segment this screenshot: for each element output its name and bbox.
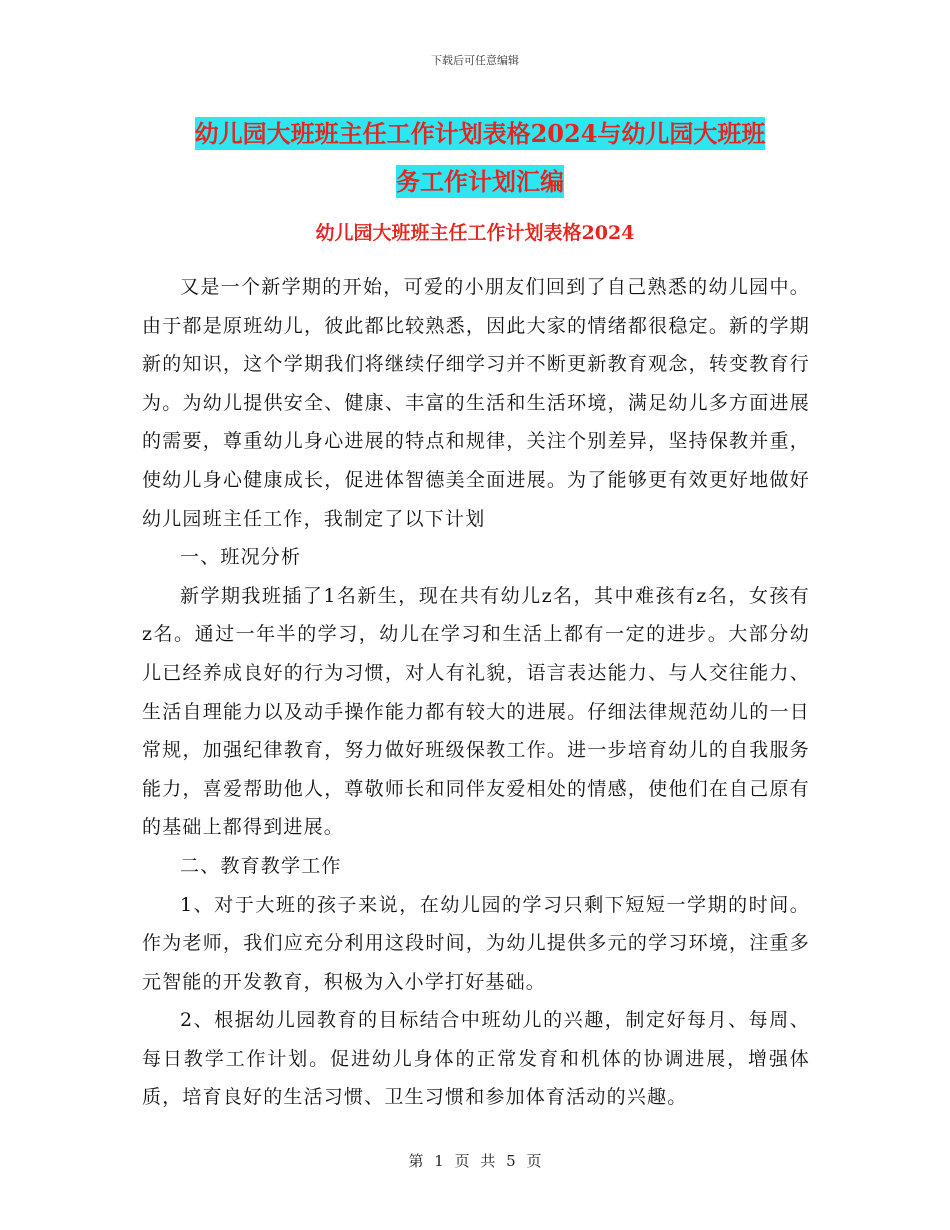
- title-line-1: 幼儿园大班班主任工作计划表格2024与幼儿园大班班: [194, 119, 766, 148]
- page-number: 第 1 页 共 5 页: [408, 1152, 542, 1170]
- section-heading-class-analysis: 一、班况分析: [180, 546, 302, 569]
- document-body: [142, 268, 810, 1117]
- section-heading-teaching-work: 二、教育教学工作: [180, 854, 342, 877]
- teaching-item-1: 1、对于大班的孩子来说，在幼儿园的学习只剩下短短一学期的时间。作为老师，我们应充分利用这段时间，为幼儿提供多元的学习环境，注重多元智能的开发教育，积极为入小学打好基础。: [142, 893, 810, 993]
- section-title: 幼儿园大班班主任工作计划表格2024: [315, 222, 635, 244]
- teaching-item-2: 2、根据幼儿园教育的目标结合中班幼儿的兴趣，制定好每月、每周、每日教学工作计划。促进幼儿身体的正常发育和机体的协调进展，增强体质，培育良好的生活习惯、卫生习惯和参加体育活动的兴趣。: [142, 1009, 810, 1109]
- title-line-2: 务工作计划汇编: [396, 167, 564, 196]
- class-analysis-paragraph: 新学期我班插了1名新生，现在共有幼儿z名，其中难孩有z名，女孩有z名。通过一年半的学习，幼儿在学习和生活上都有一定的进步。大部分幼儿已经养成良好的行为习惯，对人有礼貌，语言表达能力、与人交往能力、生活自理能力以及动手操作能力都有较大的进展。仔细法律规范幼儿的一日常规，加强纪律教育，努力做好班级保教工作。进一步培育幼儿的自我服务能力，喜爱帮助他人，尊敬师长和同伴友爱相处的情感，使他们在自己原有的基础上都得到进展。: [142, 584, 810, 839]
- header-note: 下载后可任意编辑: [431, 54, 519, 67]
- intro-paragraph: 又是一个新学期的开始，可爱的小朋友们回到了自己熟悉的幼儿园中。由于都是原班幼儿，彼此都比较熟悉，因此大家的情绪都很稳定。新的学期新的知识，这个学期我们将继续仔细学习并不断更新教育观念，转变教育行为。为幼儿提供安全、健康、丰富的生活和生活环境，满足幼儿多方面进展的需要，尊重幼儿身心进展的特点和规律，关注个别差异，坚持保教并重，使幼儿身心健康成长，促进体智德美全面进展。为了能够更有效更好地做好幼儿园班主任工作，我制定了以下计划: [142, 276, 810, 530]
- document-title: [140, 110, 820, 206]
